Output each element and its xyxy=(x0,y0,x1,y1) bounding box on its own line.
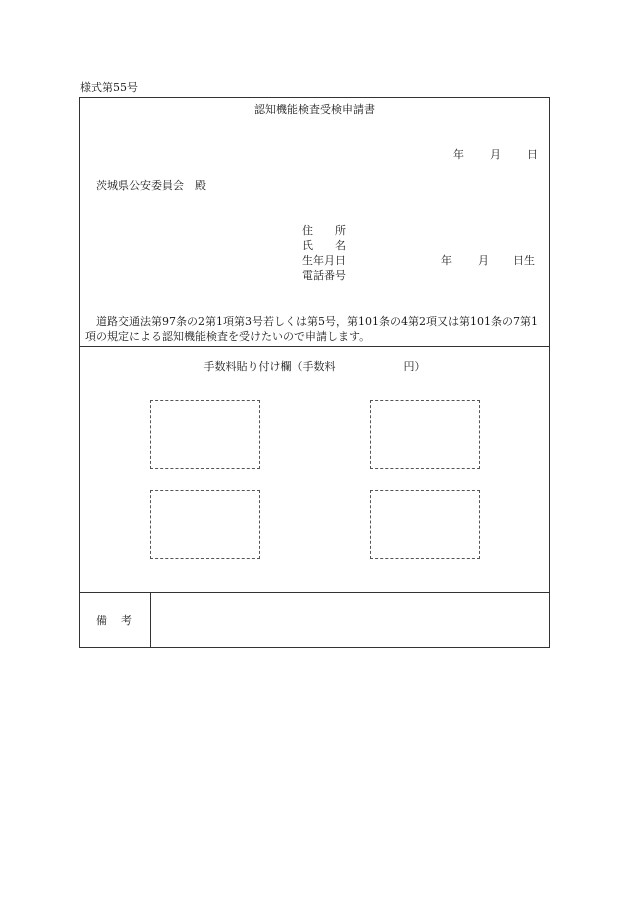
fee-stamp-box[interactable] xyxy=(370,490,480,559)
date-month: 月 xyxy=(490,148,501,161)
fee-title-prefix: 手数料貼り付け欄（手数料 xyxy=(203,360,336,373)
fee-section-title xyxy=(80,361,549,372)
statement-line-2: 項の規定による認知機能検査を受けたいので申請します。 xyxy=(85,330,371,343)
addressee: 茨城県公安委員会 殿 xyxy=(96,179,206,192)
fee-stamp-box[interactable] xyxy=(150,400,260,469)
remarks-label-char-1: 備 xyxy=(96,614,107,627)
birth-year: 年 xyxy=(441,254,452,267)
fee-title-suffix: 円） xyxy=(403,360,426,373)
phone-label: 電話番号 xyxy=(302,269,346,282)
form-title: 認知機能検査受検申請書 xyxy=(254,103,375,116)
birth-month: 月 xyxy=(478,254,489,267)
section-divider xyxy=(80,346,549,347)
form-number: 様式第55号 xyxy=(80,81,138,94)
birthdate-label: 生年月日 xyxy=(302,254,346,267)
date-year: 年 xyxy=(453,148,464,161)
remarks-column-divider xyxy=(150,592,151,648)
address-label: 住 所 xyxy=(302,224,346,237)
name-label: 氏 名 xyxy=(302,239,346,252)
fee-stamp-box[interactable] xyxy=(370,400,480,469)
application-form xyxy=(79,97,550,648)
remarks-label xyxy=(96,615,132,626)
fee-stamp-box[interactable] xyxy=(150,490,260,559)
birth-day: 日生 xyxy=(513,254,535,267)
date-day: 日 xyxy=(527,148,538,161)
statement-line-1: 道路交通法第97条の2第1項第3号若しくは第5号，第101条の4第2項又は第101条の7第1 xyxy=(96,315,538,328)
remarks-label-char-2: 考 xyxy=(121,614,132,627)
